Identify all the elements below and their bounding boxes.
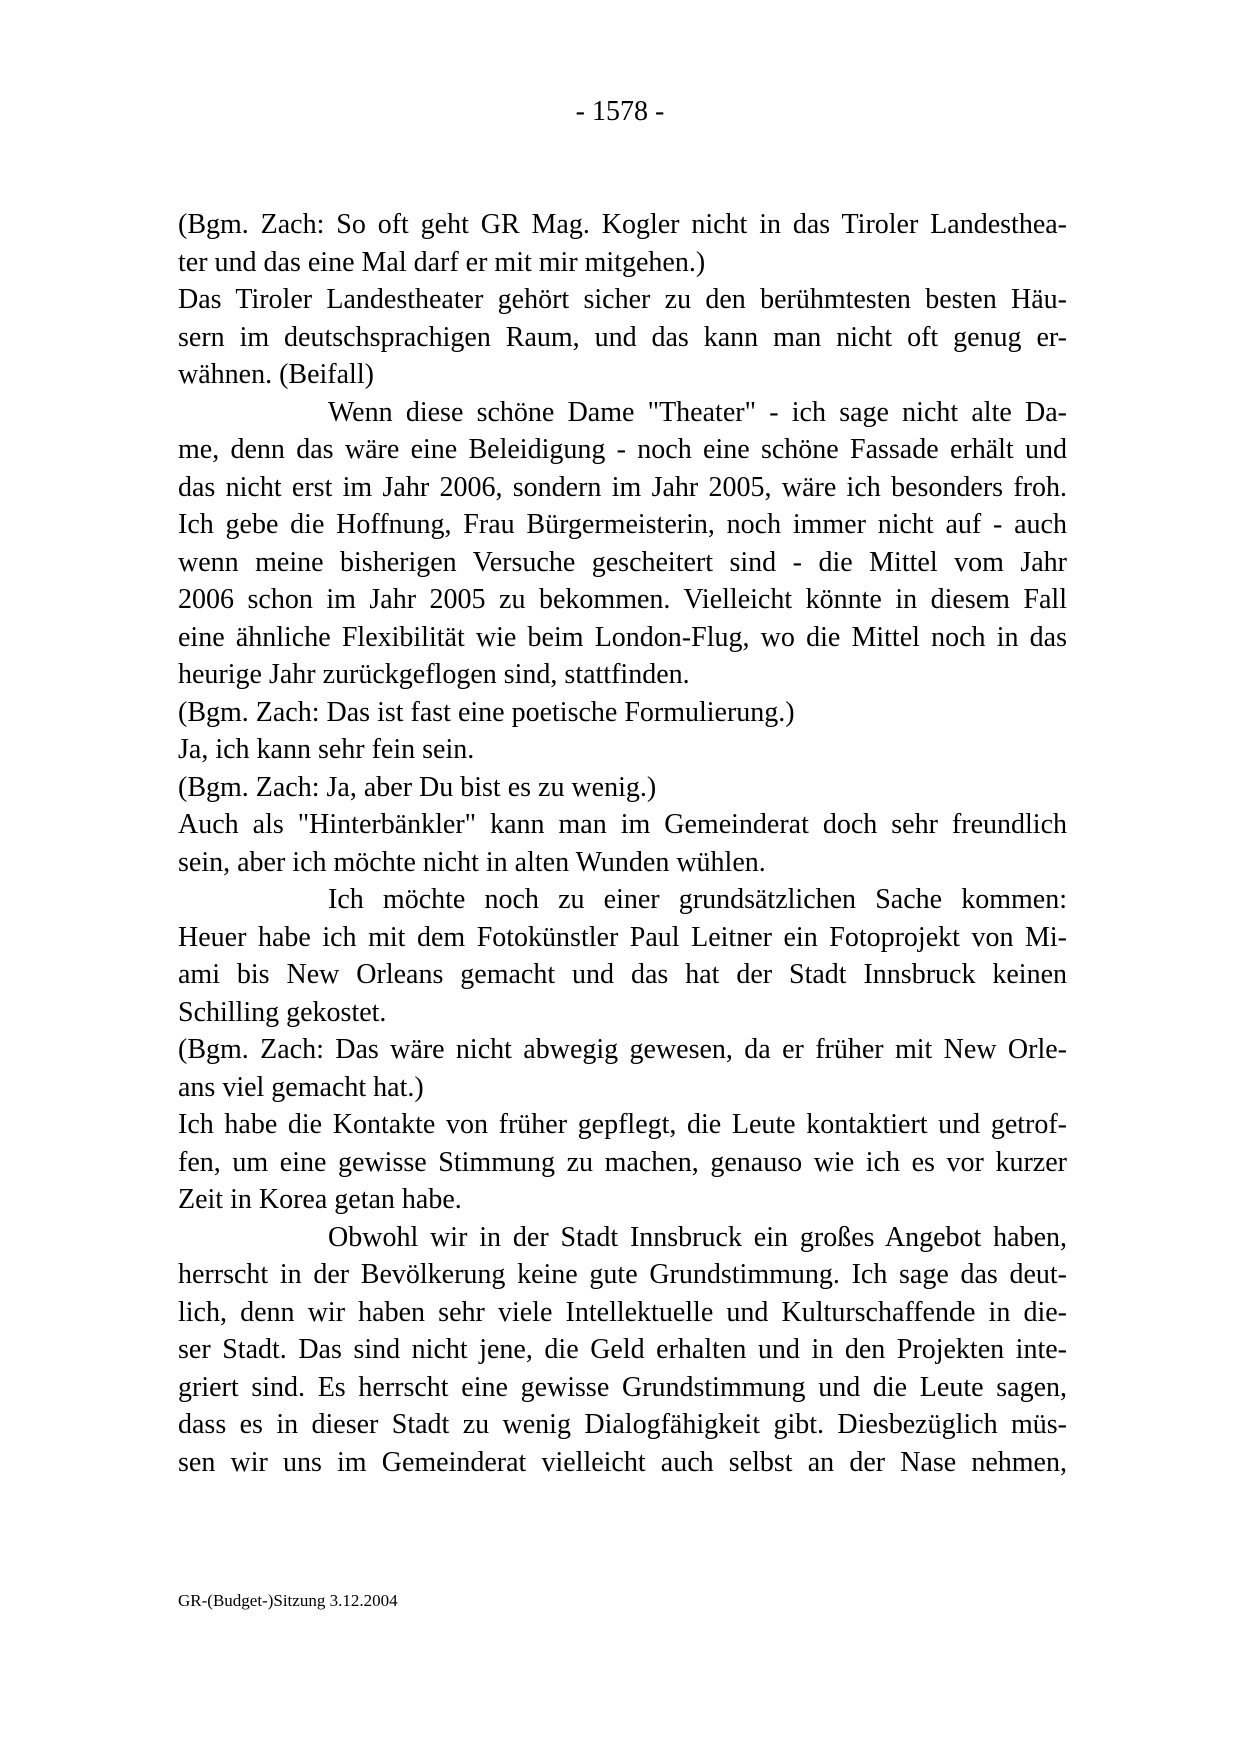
- text-line: ans viel gemacht hat.): [178, 1071, 424, 1103]
- text-line: ami bis New Orleans gemacht und das hat der Stadt Innsbruck keinen: [178, 959, 1067, 990]
- text-line: Heuer habe ich mit dem Fotokünstler Paul Leitner ein Fotoprojekt von Mi-: [178, 921, 1067, 953]
- text-line: Ja, ich kann sehr fein sein.: [178, 734, 475, 765]
- text-line: wenn meine bisherigen Versuche gescheitert sind - die Mittel vom Jahr: [178, 546, 1067, 578]
- text-line: herrscht in der Bevölkerung keine gute Grundstimmung. Ich sage das deut-: [178, 1259, 1067, 1290]
- text-line: (Bgm. Zach: Das wäre nicht abwegig gewesen, da er früher mit New Orle-: [178, 1034, 1067, 1065]
- text-line: sern im deutschsprachigen Raum, und das kann man nicht oft genug er-: [178, 321, 1067, 353]
- text-line: ter und das eine Mal darf er mit mir mitgehen.): [178, 246, 706, 278]
- text-line: Ich habe die Kontakte von früher gepflegt, die Leute kontaktiert und getrof-: [178, 1109, 1067, 1140]
- text-line: lich, denn wir haben sehr viele Intellektuelle und Kulturschaffende in die-: [178, 1296, 1067, 1328]
- text-line: Schilling gekostet.: [178, 996, 387, 1028]
- text-line: Auch als "Hinterbänkler" kann man im Gemeinderat doch sehr freundlich: [178, 809, 1067, 840]
- text-line: 2006 schon im Jahr 2005 zu bekommen. Vielleicht könnte in diesem Fall: [178, 584, 1067, 615]
- text-line: fen, um eine gewisse Stimmung zu machen, genauso wie ich es vor kurzer: [178, 1146, 1067, 1178]
- text-line: (Bgm. Zach: Das ist fast eine poetische Formulierung.): [178, 696, 795, 728]
- footer: GR-(Budget-)Sitzung 3.12.2004: [178, 1591, 398, 1610]
- text-line: Obwohl wir in der Stadt Innsbruck ein großes Angebot haben,: [328, 1221, 1067, 1253]
- text-line: sein, aber ich möchte nicht in alten Wunden wühlen.: [178, 846, 766, 878]
- text-line: ser Stadt. Das sind nicht jene, die Geld erhalten und in den Projekten inte-: [178, 1334, 1067, 1365]
- text-line: das nicht erst im Jahr 2006, sondern im Jahr 2005, wäre ich besonders froh.: [178, 471, 1067, 503]
- text-line: eine ähnliche Flexibilität wie beim London-Flug, wo die Mittel noch in das: [178, 621, 1067, 653]
- text-line: Ich gebe die Hoffnung, Frau Bürgermeisterin, noch immer nicht auf - auch: [178, 509, 1067, 540]
- text-line: Zeit in Korea getan habe.: [178, 1184, 462, 1215]
- text-line: dass es in dieser Stadt zu wenig Dialogfähigkeit gibt. Diesbezüglich müs-: [178, 1409, 1067, 1440]
- text-line: me, denn das wäre eine Beleidigung - noch eine schöne Fassade erhält und: [178, 434, 1067, 465]
- text-line: (Bgm. Zach: So oft geht GR Mag. Kogler nicht in das Tiroler Landesthea-: [178, 209, 1067, 240]
- text-line: sen wir uns im Gemeinderat vielleicht auch selbst an der Nase nehmen,: [178, 1446, 1067, 1478]
- text-line: (Bgm. Zach: Ja, aber Du bist es zu wenig.): [178, 771, 657, 803]
- text-line: Wenn diese schöne Dame "Theater" - ich sage nicht alte Da-: [328, 396, 1067, 428]
- text-line: wähnen. (Beifall): [178, 359, 374, 390]
- text-line: Ich möchte noch zu einer grundsätzlichen Sache kommen:: [328, 884, 1067, 915]
- text-line: Das Tiroler Landestheater gehört sicher zu den berühmtesten besten Häu-: [178, 284, 1067, 315]
- text-line: heurige Jahr zurückgeflogen sind, stattfinden.: [178, 659, 690, 690]
- page-number: - 1578 -: [575, 96, 665, 127]
- text-line: griert sind. Es herrscht eine gewisse Grundstimmung und die Leute sagen,: [178, 1371, 1067, 1403]
- body-text: [178, 206, 1067, 1481]
